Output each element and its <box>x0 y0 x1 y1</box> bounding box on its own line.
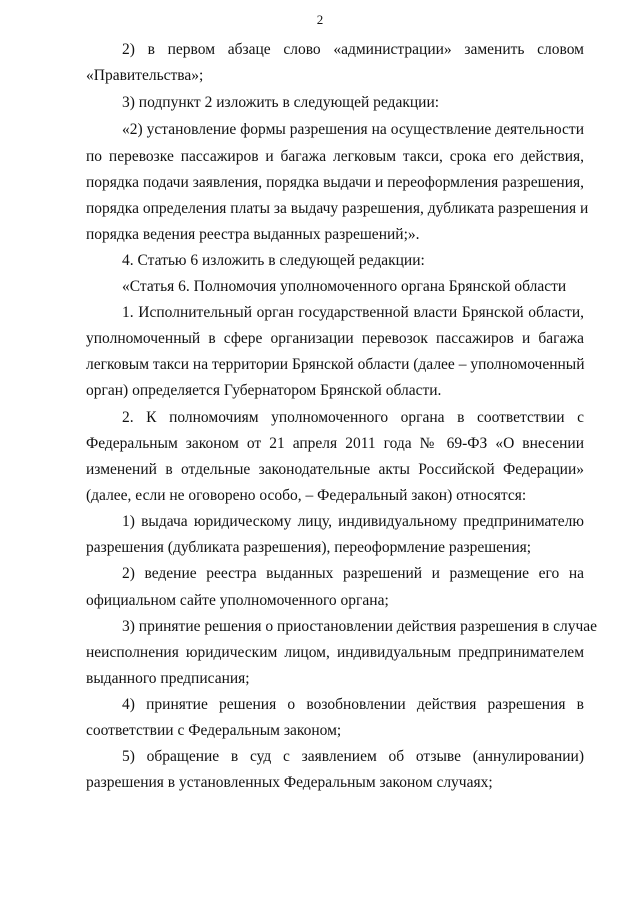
text-line: соответствии с Федеральным законом; <box>86 722 342 739</box>
text-line: «2) установление формы разрешения на осуществление деятельности <box>122 121 584 138</box>
text-line: официальном сайте уполномоченного органа; <box>86 592 389 609</box>
text-line: разрешения в установленных Федеральным законом случаях; <box>86 774 493 791</box>
text-line: 2. К полномочиям уполномоченного органа в соответствии с <box>122 409 584 426</box>
text-line: орган) определяется Губернатором Брянской области. <box>86 382 442 399</box>
text-line: 4. Статью 6 изложить в следующей редакции: <box>122 252 425 269</box>
text-line: порядка подачи заявления, порядка выдачи и переоформления разрешения, <box>86 174 584 191</box>
text-line: 4) принятие решения о возобновлении действия разрешения в <box>122 696 584 713</box>
text-line: «Правительства»; <box>86 67 204 84</box>
text-line: 2) ведение реестра выданных разрешений и размещение его на <box>122 565 584 582</box>
text-line: 1) выдача юридическому лицу, индивидуальному предпринимателю <box>122 513 584 530</box>
text-line: (далее, если не оговорено особо, – Федеральный закон) относятся: <box>86 487 527 504</box>
text-line: легковым такси на территории Брянской области (далее – уполномоченный <box>86 356 585 373</box>
text-line: уполномоченный в сфере организации перевозок пассажиров и багажа <box>86 330 584 347</box>
text-line: порядка определения платы за выдачу разрешения, дубликата разрешения и <box>86 200 589 217</box>
text-line: порядка ведения реестра выданных разрешений;». <box>86 226 420 243</box>
text-line: разрешения (дубликата разрешения), переоформление разрешения; <box>86 539 532 556</box>
text-line: 3) подпункт 2 изложить в следующей редакции: <box>122 94 440 111</box>
text-line: 3) принятие решения о приостановлении действия разрешения в случае <box>122 618 598 635</box>
text-line: изменений в отдельные законодательные акты Российской Федерации» <box>86 461 584 478</box>
text-line: 2) в первом абзаце слово «администрации» заменить словом <box>122 41 584 58</box>
text-line: по перевозке пассажиров и багажа легковым такси, срока его действия, <box>86 148 584 165</box>
text-line: «Статья 6. Полномочия уполномоченного органа Брянской области <box>122 278 567 295</box>
text-line: 1. Исполнительный орган государственной власти Брянской области, <box>122 304 584 321</box>
text-line: выданного предписания; <box>86 670 250 687</box>
text-line: 5) обращение в суд с заявлением об отзыве (аннулировании) <box>122 748 584 765</box>
text-line: неисполнения юридическим лицом, индивидуальным предпринимателем <box>86 644 584 661</box>
page-number: 2 <box>316 12 324 27</box>
text-line: Федеральным законом от 21 апреля 2011 года № 69-ФЗ «О внесении <box>86 435 584 452</box>
